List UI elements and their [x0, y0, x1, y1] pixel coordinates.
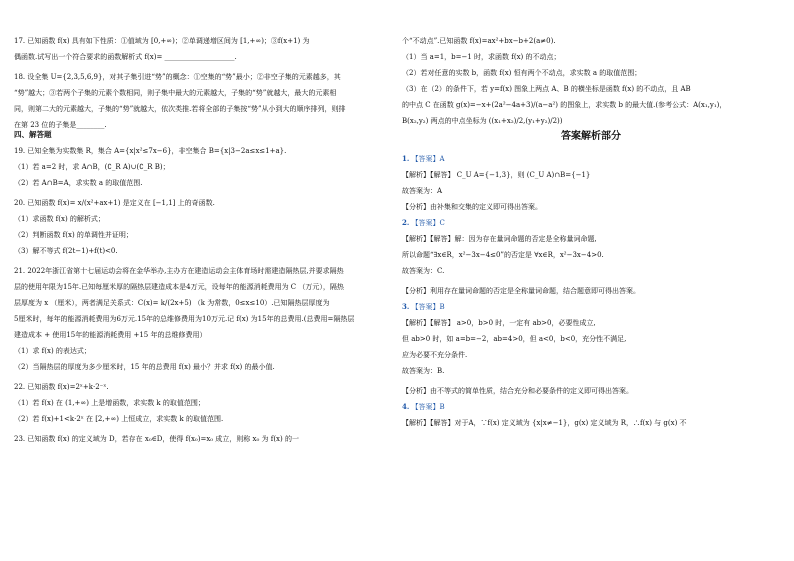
answer-2-number: 2. [402, 218, 410, 227]
question-23-part3: （3）在（2）的条件下，若 y=f(x) 图象上两点 A、B 的横坐标是函数 f(x) 的不动点，且 AB [402, 85, 691, 93]
question-23-part3-line3: B(x₂,y₂) 两点的中点坐标为 ((x₁+x₂)/2,(y₁+y₂)/2)) [402, 117, 563, 125]
question-17-line2: 偶函数.试写出一个符合要求的函数解析式 f(x)= ____________________. [14, 53, 237, 61]
left-column [14, 36, 388, 444]
answer-1-conclusion: 故答案为：A [402, 187, 443, 195]
question-23-line2: 个“不动点”.已知函数 f(x)=ax²+bx−b+2(a≠0). [402, 37, 556, 45]
question-19-stem: 19. 已知全集为实数集 R，集合 A={x|x²≤7x−6}，非空集合 B={x|3−2a≤x≤1+a}. [14, 147, 287, 155]
question-21-part1: （1）求 f(x) 的表达式； [14, 347, 91, 355]
question-22-stem: 22. 已知函数 f(x)=2ˣ+k·2⁻ˣ. [14, 383, 109, 391]
answer-4-number: 4. [402, 402, 410, 411]
answer-3-explanation: 【解析】【解答】 a>0，b>0 时，一定有 ab>0，必要性成立, [402, 319, 596, 327]
question-18-line3: 同，则第二大的元素越大，子集的“势”就越大，依次类推.若将全部的子集按“势”从小到大的顺序排列，则排 [14, 105, 346, 113]
question-21-part2: （2）当隔热层的厚度为多少厘米时，15 年的总费用 f(x) 最小？并求 f(x) 的最小值. [14, 363, 275, 371]
answer-4-explanation: 【解析】【解答】对于A，∵f(x) 定义域为 {x|x≠−1}，g(x) 定义域为 R，∴f(x) 与 g(x) 不 [402, 419, 687, 427]
answer-3-explanation-2: 但 ab>0 时，如 a=b=−2，ab=4>0，但 a<0，b<0，充分性不满足, [402, 335, 627, 343]
answer-3-answer: 【答案】B [411, 303, 445, 311]
answer-3-header [402, 302, 780, 312]
section-heading-answers: 四、解答题 [14, 130, 52, 139]
answer-3-conclusion: 故答案为：B. [402, 367, 445, 375]
question-20-part3: （3）解不等式 f(2t−1)+f(t)<0. [14, 247, 118, 255]
answer-3-number: 3. [402, 302, 410, 311]
right-column [402, 36, 780, 428]
answer-2-explanation: 【解析】【解答】解：因为存在量词命题的否定是全称量词命题, [402, 235, 597, 243]
question-18-line1: 18. 设全集 U={2,3,5,6,9}，对其子集引进“势”的概念：①空集的“势”最小；②非空子集的元素越多，其 [14, 73, 341, 81]
question-20-part1: （1）求函数 f(x) 的解析式； [14, 215, 105, 223]
question-21-line5: 建造成本 + 使用15年的能源消耗费用 +15 年的总维修费用） [14, 331, 207, 339]
answer-2-answer: 【答案】C [411, 219, 445, 227]
question-21-line2: 层的使用年限为15年.已知每厘米厚的隔热层建造成本是4万元，设每年的能源消耗费用为 C （万元），隔热 [14, 283, 344, 291]
question-22-part1: （1）若 f(x) 在 (1,+∞) 上是增函数，求实数 k 的取值范围； [14, 399, 205, 407]
answer-1-answer: 【答案】A [411, 155, 445, 163]
question-20-stem: 20. 已知函数 f(x)= x/(x²+ax+1) 是定义在 [−1,1] 上的奇函数. [14, 199, 215, 207]
answer-4-answer: 【答案】B [411, 403, 445, 411]
question-19-part2: （2）若 A∩B=A，求实数 a 的取值范围. [14, 179, 143, 187]
answer-2-conclusion: 故答案为：C. [402, 267, 445, 275]
answer-1-analysis: 【分析】由补集和交集的定义即可得出答案。 [402, 203, 542, 211]
question-21-line1: 21. 2022年浙江省第十七届运动会将在金华举办,主办方在建造运动会主体育场时需建造隔热层,并要求隔热 [14, 267, 344, 275]
question-18-line2: “势”越大；③若两个子集的元素个数相同，则子集中最大的元素越大，子集的“势”就越大，最大的元素相 [14, 89, 337, 97]
question-23-line1: 23. 已知函数 f(x) 的定义域为 D，若存在 x₀∈D，使得 f(x₀)=x₀ 成立，则称 x₀ 为 f(x) 的一 [14, 435, 299, 443]
question-23-part1: （1）当 a=1，b=−1 时，求函数 f(x) 的不动点； [402, 53, 561, 61]
answer-4-header [402, 402, 780, 412]
question-17-line1: 17. 已知函数 f(x) 具有如下性质：①值域为 [0,+∞)；②单调递增区间为 [1,+∞)；③f(x+1) 为 [14, 37, 310, 45]
answer-3-explanation-3: 应为必要不充分条件. [402, 351, 468, 359]
question-19-part1: （1）若 a=2 时，求 A∩B，(∁_R A)∪(∁_R B)； [14, 163, 170, 171]
answer-1-number: 1. [402, 154, 410, 163]
answer-1-explanation: 【解析】【解答】 C_U A={−1,3}，则 (C_U A)∩B={−1} [402, 171, 591, 179]
answer-2-analysis: 【分析】利用存在量词命题的否定是全称量词命题，结合题意即可得出答案。 [402, 287, 640, 295]
question-21-line4: 5厘米时，每年的能源消耗费用为6万元.15年的总维修费用为10万元.记 f(x) 为15年的总费用.(总费用=隔热层 [14, 315, 355, 323]
question-22-part2: （2）若 f(x)+1<k·2ˣ 在 [2,+∞) 上恒成立，求实数 k 的取值范围. [14, 415, 224, 423]
answer-2-explanation-2: 所以命题“∃x∈R，x²−3x−4≤0”的否定是 ∀x∈R，x²−3x−4>0. [402, 251, 604, 259]
question-18-line4: 在第 23 位的子集是________. [14, 121, 107, 129]
answer-3-analysis: 【分析】由不等式的简单性质，结合充分和必要条件的定义即可得出答案。 [402, 387, 633, 395]
answer-2-header [402, 218, 780, 228]
question-21-line3: 层厚度为 x （厘米），两者满足关系式：C(x)= k/(2x+5) （k 为常数，0≤x≤10）.已知隔热层厚度为 [14, 299, 330, 307]
question-20-part2: （2）判断函数 f(x) 的单调性并证明； [14, 231, 133, 239]
question-23-part2: （2）若对任意的实数 b，函数 f(x) 恒有两个不动点，求实数 a 的取值范围； [402, 69, 642, 77]
answer-1-header [402, 154, 780, 164]
question-23-part3-line2: 的中点 C 在函数 g(x)=−x+(2a²−4a+3)/(a−a²) 的图象上，求实数 b 的最大值.(参考公式：A(x₁,y₁)， [402, 101, 727, 109]
answer-section-title: 答案解析部分 [561, 131, 621, 142]
